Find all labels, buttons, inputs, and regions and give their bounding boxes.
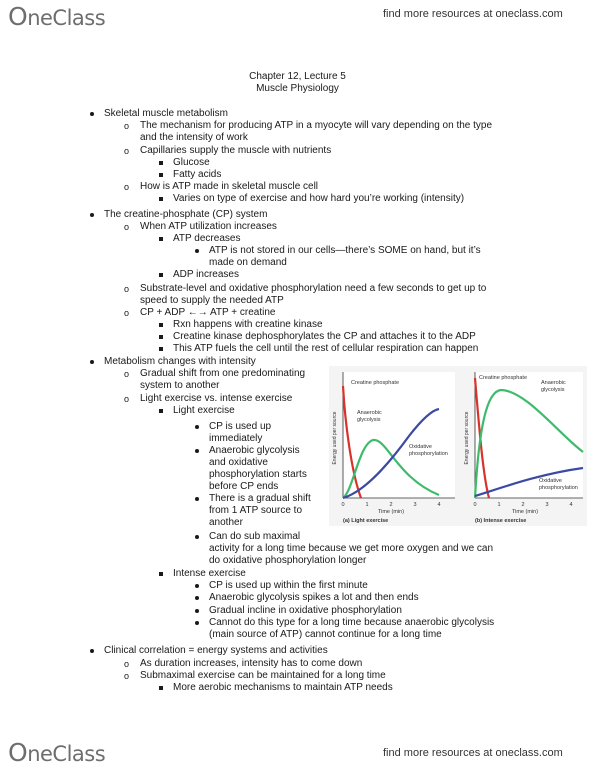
panel-a-tick-4: 4	[437, 502, 441, 508]
bullet-square	[159, 323, 163, 327]
panel-a-x-label: Time (min)	[377, 509, 405, 515]
panel-a-anaerobic-label-1: Anaerobic	[357, 410, 382, 416]
bullet-circle: o	[124, 182, 130, 192]
panel-b-oxidative-label-1: Oxidative	[539, 478, 562, 484]
bullet-dot	[90, 360, 94, 364]
note-line: More aerobic mechanisms to maintain ATP needs	[173, 682, 393, 693]
bullet-dot	[195, 425, 199, 429]
panel-b-tick-0: 0	[473, 502, 477, 508]
panel-b-tick-2: 2	[521, 502, 525, 508]
note-line: Intense exercise	[173, 568, 246, 579]
bullet-circle: o	[124, 308, 130, 318]
note-line: There is a gradual shift	[209, 493, 311, 504]
note-line: Fatty acids	[173, 169, 222, 180]
note-line: phosphorylation starts	[209, 469, 307, 480]
panel-b-x-label: Time (min)	[511, 509, 539, 515]
bullet-dot	[195, 584, 199, 588]
note-line: Anaerobic glycolysis	[209, 445, 300, 456]
panel-b-oxidative-label-2: phosphorylation	[539, 485, 578, 491]
note-line: The creatine-phosphate (CP) system	[104, 209, 268, 220]
panel-a-tick-3: 3	[413, 502, 417, 508]
note-line: Creatine kinase dephosphorylates the CP and attaches it to the ADP	[173, 331, 476, 342]
note-line: CP is used up within the first minute	[209, 580, 368, 591]
note-line: before CP ends	[209, 481, 279, 492]
panel-a-oxidative-label-2: phosphorylation	[409, 451, 448, 457]
panel-b-cp-label: Creatine phosphate	[479, 375, 528, 381]
bullet-circle: o	[124, 671, 130, 681]
bullet-circle: o	[124, 222, 130, 232]
panel-b-y-label: Energy used per source	[464, 411, 470, 465]
bullet-dot	[90, 649, 94, 653]
note-line: Metabolism changes with intensity	[104, 356, 256, 367]
energy-systems-figure	[329, 366, 587, 526]
note-line: Submaximal exercise can be maintained for a long time	[140, 670, 386, 681]
note-line: and the intensity of work	[140, 132, 248, 143]
bullet-square	[159, 686, 163, 690]
note-line: from 1 ATP source to	[209, 505, 303, 516]
bullet-square	[159, 237, 163, 241]
note-line: immediately	[209, 433, 263, 444]
note-line: Can do sub maximal	[209, 531, 301, 542]
note-line: Rxn happens with creatine kinase	[173, 319, 323, 330]
bullet-dot	[195, 449, 199, 453]
oneclass-logo-footer[interactable]: OneClass	[8, 738, 106, 767]
bullet-dot	[195, 497, 199, 501]
bullet-square	[159, 347, 163, 351]
note-line: activity for a long time because we get more oxygen and we can	[209, 543, 494, 554]
panel-a-caption: (a) Light exercise	[343, 518, 389, 524]
bullet-square	[159, 273, 163, 277]
panel-b-tick-3: 3	[545, 502, 549, 508]
note-line: When ATP utilization increases	[140, 221, 277, 232]
note-line: Glucose	[173, 157, 210, 168]
note-line: CP + ADP ←→ ATP + creatine	[140, 307, 276, 318]
panel-b-tick-4: 4	[569, 502, 573, 508]
bullet-square	[159, 161, 163, 165]
bullet-square	[159, 572, 163, 576]
note-line: Cannot do this type for a long time because anaerobic glycolysis	[209, 617, 495, 628]
panel-a-tick-2: 2	[389, 502, 393, 508]
note-line: another	[209, 517, 243, 528]
note-line: This ATP fuels the cell until the rest of cellular respiration can happen	[173, 343, 479, 354]
bullet-dot	[90, 112, 94, 116]
bullet-dot	[195, 535, 199, 539]
note-line: ATP is not stored in our cells—there’s SOME on hand, but it’s	[209, 245, 481, 256]
note-line: Anaerobic glycolysis spikes a lot and then ends	[209, 592, 419, 603]
bullet-square	[159, 197, 163, 201]
note-line: speed to supply the needed ATP	[140, 295, 284, 306]
bullet-dot	[90, 213, 94, 217]
note-line: and oxidative	[209, 457, 268, 468]
resources-link[interactable]: find more resources at oneclass.com	[383, 8, 563, 20]
note-line: (main source of ATP) cannot continue for a long time	[209, 629, 442, 640]
note-line: Clinical correlation = energy systems and activities	[104, 645, 328, 656]
bullet-dot	[195, 621, 199, 625]
note-line: Skeletal muscle metabolism	[104, 108, 228, 119]
bullet-circle: o	[124, 369, 130, 379]
bullet-dot	[195, 249, 199, 253]
note-line: Gradual shift from one predominating	[140, 368, 306, 379]
bullet-square	[159, 409, 163, 413]
note-line: As duration increases, intensity has to come down	[140, 658, 363, 669]
note-line: How is ATP made in skeletal muscle cell	[140, 181, 319, 192]
panel-a-plot	[343, 372, 455, 498]
bullet-circle: o	[124, 394, 130, 404]
panel-a-y-label: Energy used per source	[332, 411, 338, 465]
note-line: The mechanism for producing ATP in a myocyte will vary depending on the type	[140, 120, 493, 131]
note-line: made on demand	[209, 257, 287, 268]
note-line: Substrate-level and oxidative phosphorylation need a few seconds to get up to	[140, 283, 487, 294]
panel-b-caption: (b) Intense exercise	[475, 518, 527, 524]
panel-a-tick-1: 1	[365, 502, 369, 508]
bullet-square	[159, 335, 163, 339]
bullet-circle: o	[124, 284, 130, 294]
note-line: Gradual incline in oxidative phosphorylation	[209, 605, 402, 616]
bullet-square	[159, 173, 163, 177]
chapter-title: Chapter 12, Lecture 5	[249, 71, 346, 82]
note-line: Light exercise	[173, 405, 235, 416]
resources-link-footer[interactable]: find more resources at oneclass.com	[383, 747, 563, 759]
panel-a-oxidative-label-1: Oxidative	[409, 444, 432, 450]
note-line: Light exercise vs. intense exercise	[140, 393, 293, 404]
lecture-subtitle: Muscle Physiology	[256, 83, 339, 94]
bullet-circle: o	[124, 121, 130, 131]
page-footer	[0, 738, 595, 770]
note-line: ATP decreases	[173, 233, 241, 244]
panel-a-cp-label: Creatine phosphate	[351, 380, 400, 386]
panel-b-anaerobic-label-2: glycolysis	[541, 387, 565, 393]
panel-b-tick-1: 1	[497, 502, 501, 508]
note-line: do oxidative phosphorylation longer	[209, 555, 367, 566]
bullet-dot	[195, 609, 199, 613]
bullet-dot	[195, 596, 199, 600]
energy-graphs-svg	[329, 366, 587, 526]
bullet-circle: o	[124, 659, 130, 669]
note-line: CP is used up	[209, 421, 272, 432]
note-line: Varies on type of exercise and how hard you’re working (intensity)	[173, 193, 465, 204]
panel-a-anaerobic-label-2: glycolysis	[357, 417, 381, 423]
oneclass-logo[interactable]: OneClass	[8, 2, 106, 31]
note-line: ADP increases	[173, 269, 239, 280]
bullet-circle: o	[124, 146, 130, 156]
note-line: system to another	[140, 380, 220, 391]
note-line: Capillaries supply the muscle with nutrients	[140, 145, 332, 156]
panel-a-tick-0: 0	[341, 502, 345, 508]
panel-b-anaerobic-label-1: Anaerobic	[541, 380, 566, 386]
